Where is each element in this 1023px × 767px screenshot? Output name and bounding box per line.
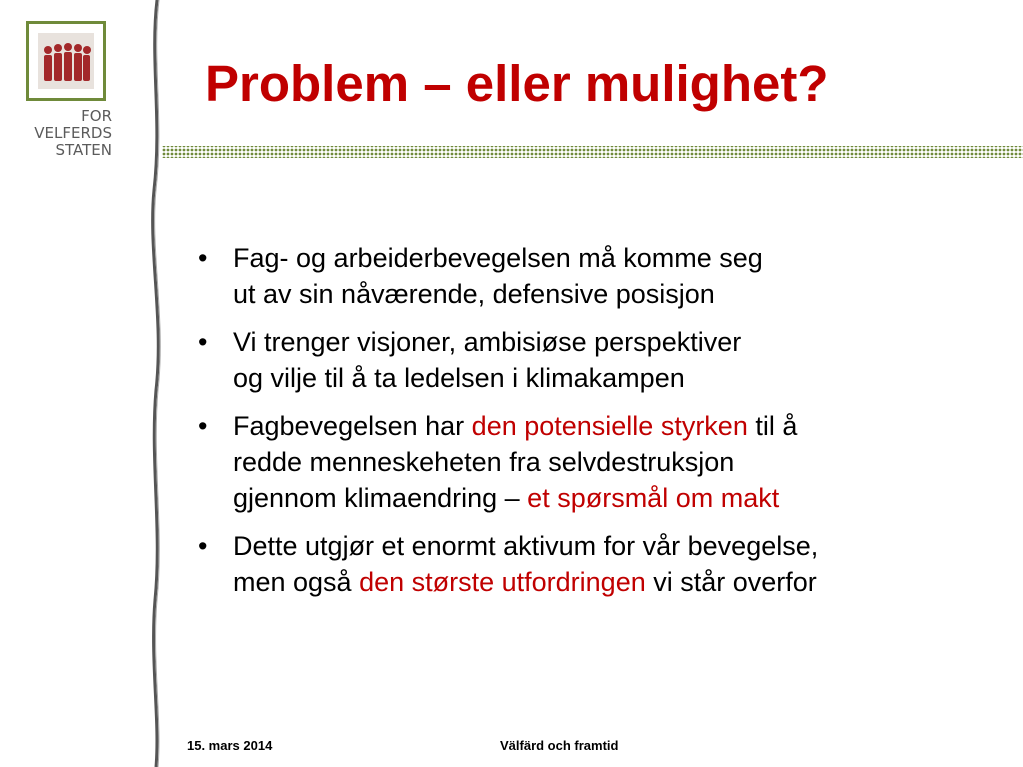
- bullet-line: [233, 408, 1023, 444]
- bullet-line: [233, 360, 1023, 396]
- highlighted-text: den største utfordringen: [359, 567, 646, 597]
- bullet-line: [233, 240, 1023, 276]
- highlighted-text: den potensielle styrken: [471, 411, 748, 441]
- bullet-item: [197, 408, 1023, 516]
- people-group-icon: [29, 24, 103, 98]
- bullet-marker: •: [198, 531, 208, 561]
- logo-text-line-3: STATEN: [55, 141, 112, 159]
- bullet-text: ut av sin nåværende, defensive posisjon: [233, 279, 715, 309]
- bullet-text: Dette utgjør et enormt aktivum for vår bevegelse,: [233, 531, 819, 561]
- bullet-text: Vi trenger visjoner, ambisiøse perspektiver: [233, 327, 742, 357]
- footer-date: 15. mars 2014: [187, 738, 273, 753]
- highlighted-text: et spørsmål om makt: [527, 483, 780, 513]
- logo: [22, 18, 112, 168]
- bullet-text: Fag- og arbeiderbevegelsen må komme seg: [233, 243, 763, 273]
- bullet-text: men også: [233, 567, 360, 597]
- bullet-item: [197, 324, 1023, 396]
- bullet-item: [197, 240, 1023, 312]
- logo-text-line-1: FOR: [81, 107, 112, 125]
- bullet-marker: •: [198, 327, 208, 357]
- bullet-item: [197, 528, 1023, 600]
- logo-text-line-2: VELFERDS: [34, 124, 112, 142]
- bullet-text: til å: [747, 411, 798, 441]
- bullet-text: og vilje til å ta ledelsen i klimakampen: [233, 363, 685, 393]
- bullet-line: [233, 444, 1023, 480]
- bullet-line: [233, 324, 1023, 360]
- bullet-line: [233, 528, 1023, 564]
- bullet-line: [233, 564, 1023, 600]
- slide-title: Problem – eller mulighet?: [205, 55, 829, 112]
- logo-frame: [26, 21, 106, 101]
- bullet-marker: •: [198, 243, 208, 273]
- bullet-text: vi står overfor: [645, 567, 817, 597]
- footer-title: Välfärd och framtid: [500, 738, 619, 753]
- bullet-text: Fagbevegelsen har: [233, 411, 472, 441]
- bullet-line: [233, 276, 1023, 312]
- bullet-text: redde menneskeheten fra selvdestruksjon: [233, 447, 735, 477]
- bullet-text: gjennom klimaendring –: [233, 483, 528, 513]
- bullet-marker: •: [198, 411, 208, 441]
- dotted-divider: [162, 144, 1023, 160]
- bullet-list: [197, 240, 1023, 612]
- bullet-line: [233, 480, 1023, 516]
